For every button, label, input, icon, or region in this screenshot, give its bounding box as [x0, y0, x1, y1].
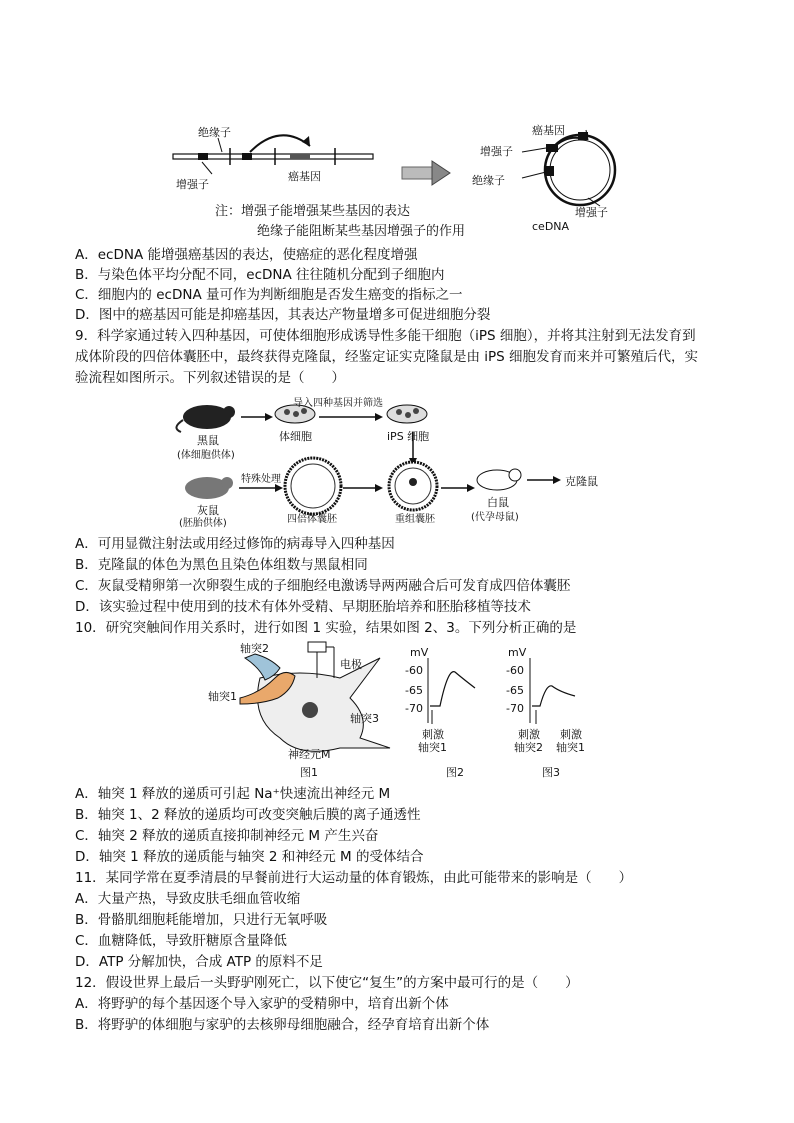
q10-option-b: B．轴突 1、2 释放的递质均可改变突触后膜的离子通透性: [75, 807, 421, 823]
q9-stem-1: 9．科学家通过转入四种基因，可使体细胞形成诱导性多能干细胞（iPS 细胞），并将其注射到无法发育到: [75, 328, 696, 344]
q9-option-a: A．可用显微注射法或用经过修饰的病毒导入四种基因: [75, 536, 395, 552]
q8-option-b: B．与染色体平均分配不同，ecDNA 往往随机分配到子细胞内: [75, 267, 445, 283]
neuron-diagram: [200, 638, 600, 780]
fig2-stim: 刺激: [422, 728, 444, 741]
neuron-figure: [200, 638, 600, 780]
fig3-stim-2: 刺激: [560, 728, 582, 741]
ips-cell-label: iPS 细胞: [387, 430, 430, 443]
ips-figure: [175, 392, 615, 529]
q8-option-c: C．细胞内的 ecDNA 量可作为判断细胞是否发生癌变的指标之一: [75, 287, 463, 303]
fig3-unit: mV: [508, 646, 527, 659]
white-mouse-role: (代孕母鼠): [471, 512, 519, 523]
special-treatment-label: 特殊处理: [241, 474, 281, 485]
q11-option-a: A．大量产热，导致皮肤毛细血管收缩: [75, 891, 301, 907]
q9-stem-3: 验流程如图所示。下列叙述错误的是（ ）: [75, 370, 345, 386]
axon1-label: 轴突1: [208, 690, 237, 703]
fig2-caption: 图2: [446, 766, 464, 779]
axon2-label: 轴突2: [240, 642, 269, 655]
q9-stem-2: 成体阶段的四倍体囊胚中，最终获得克隆鼠，经鉴定证实克隆鼠是由 iPS 细胞发育而来并可繁殖后代，实: [75, 349, 699, 365]
q9-option-b: B．克隆鼠的体色为黑色且染色体组数与黑鼠相同: [75, 557, 368, 573]
q10-option-d: D．轴突 1 释放的递质能与轴突 2 和神经元 M 的受体结合: [75, 849, 424, 865]
electrode-label: 电极: [340, 658, 362, 671]
oncogene-label-left: 癌基因: [288, 170, 321, 183]
somatic-cell-label: 体细胞: [279, 430, 312, 443]
q11-option-c: C．血糖降低，导致肝糖原含量降低: [75, 933, 287, 949]
axon3-label: 轴突3: [350, 712, 379, 725]
q8-option-a: A．ecDNA 能增强癌基因的表达，使癌症的恶化程度增强: [75, 247, 418, 263]
enhancer-label-right-top: 增强子: [480, 145, 513, 158]
gray-mouse-label: 灰鼠: [197, 504, 219, 517]
q11-option-b: B．骨骼肌细胞耗能增加，只进行无氧呼吸: [75, 912, 328, 928]
q12-option-a: A．将野驴的每个基因逐个导入家驴的受精卵中，培育出新个体: [75, 996, 449, 1012]
fig3-stim-axon2: 轴突2: [514, 741, 543, 754]
q8-option-d: D．图中的癌基因可能是抑癌基因，其表达产物量增多可促进细胞分裂: [75, 307, 491, 323]
step-genes-label: 导入四种基因并筛选: [293, 398, 383, 409]
q11-stem: 11．某同学常在夏季清晨的早餐前进行大运动量的体育锻炼，由此可能带来的影响是（ ）: [75, 870, 633, 886]
fig3-tick-70: -70: [506, 702, 524, 715]
fig1-caption: 图1: [300, 766, 318, 779]
fig3-tick-65: -65: [506, 684, 524, 697]
cedna-label: ceDNA: [532, 220, 570, 233]
q9-option-c: C．灰鼠受精卵第一次卵裂生成的子细胞经电激诱导两两融合后可发育成四倍体囊胚: [75, 578, 571, 594]
q10-stem: 10．研究突触间作用关系时，进行如图 1 实验，结果如图 2、3。下列分析正确的是: [75, 620, 577, 636]
fig2-tick-65: -65: [405, 684, 423, 697]
q12-option-b: B．将野驴的体细胞与家驴的去核卵母细胞融合，经孕育培育出新个体: [75, 1017, 490, 1033]
black-mouse-label: 黑鼠: [197, 434, 219, 447]
note-line-2: 绝缘子能阻断某些基因增强子的作用: [257, 224, 466, 239]
q10-option-c: C．轴突 2 释放的递质直接抑制神经元 M 产生兴奋: [75, 828, 379, 844]
fig3-tick-60: -60: [506, 664, 524, 677]
white-mouse-label: 白鼠: [487, 496, 509, 509]
recombined-label: 重组囊胚: [395, 514, 435, 525]
note-line-1: 注：增强子能增强某些基因的表达: [215, 204, 411, 219]
insulator-label-left: 绝缘子: [198, 126, 231, 139]
ecdna-figure: [160, 118, 630, 238]
clone-mouse-label: 克隆鼠: [565, 475, 598, 488]
black-mouse-role: (体细胞供体): [177, 450, 235, 461]
enhancer-label-right-bottom: 增强子: [575, 206, 608, 219]
oncogene-label-right: 癌基因: [532, 124, 565, 137]
fig3-caption: 图3: [542, 766, 560, 779]
q10-option-a: A．轴突 1 释放的递质可引起 Na⁺快速流出神经元 M: [75, 786, 391, 802]
ips-diagram: [175, 392, 615, 524]
insulator-label-right: 绝缘子: [472, 174, 505, 187]
fig2-tick-60: -60: [405, 664, 423, 677]
fig3-stim-1: 刺激: [518, 728, 540, 741]
fig2-stim-axon1: 轴突1: [418, 741, 447, 754]
fig2-unit: mV: [410, 646, 429, 659]
q12-stem: 12．假设世界上最后一头野驴刚死亡，以下使它“复生”的方案中最可行的是（ ）: [75, 975, 579, 991]
q9-option-d: D．该实验过程中使用到的技术有体外受精、早期胚胎培养和胚胎移植等技术: [75, 599, 531, 615]
tetraploid-label: 四倍体囊胚: [287, 514, 337, 525]
enhancer-label-left: 增强子: [176, 178, 209, 191]
neuron-m-label: 神经元M: [288, 748, 331, 761]
q11-option-d: D．ATP 分解加快，合成 ATP 的原料不足: [75, 954, 323, 970]
gray-mouse-role: (胚胎供体): [179, 518, 227, 529]
fig3-stim-axon1: 轴突1: [556, 741, 585, 754]
fig2-tick-70: -70: [405, 702, 423, 715]
